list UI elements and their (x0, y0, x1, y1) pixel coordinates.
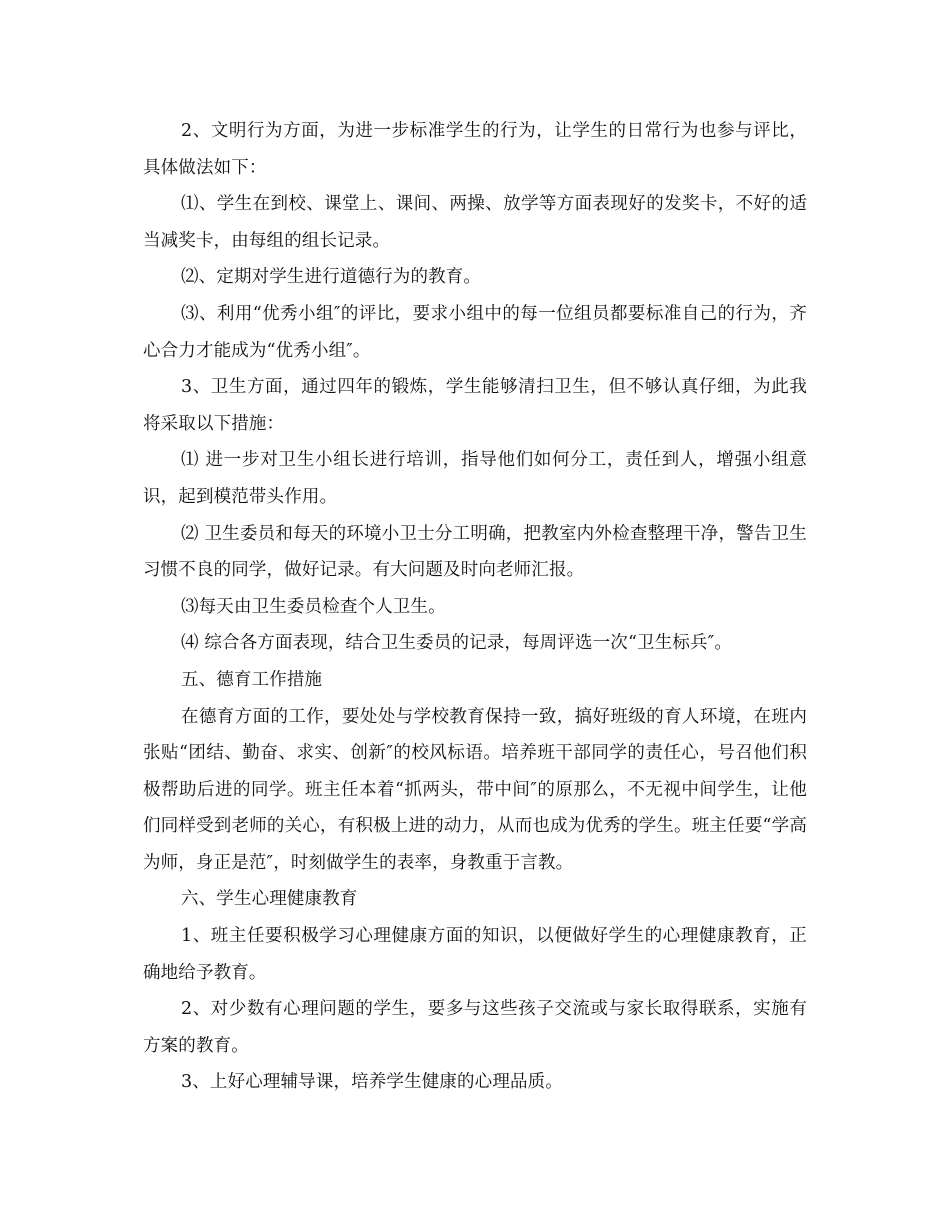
paragraph-hygiene-item-4: ⑷ 综合各方面表现，结合卫生委员的记录，每周评选一次“卫生标兵″。 (181, 633, 732, 654)
paragraph-mental-health-item-2: 2、对少数有心理问题的学生，要多与这些孩子交流或与家长取得联系，实施有方案的教育。 (143, 999, 807, 1056)
paragraph-civility-item-1: ⑴、学生在到校、课堂上、课间、两操、放学等方面表现好的发奖卡，不好的适当减奖卡，由每组的组长记录。 (143, 194, 807, 251)
document-body (143, 113, 807, 1101)
paragraph-hygiene-item-2: ⑵ 卫生委员和每天的环境小卫士分工明确，把教室内外检查整理干净，警告卫生习惯不良的同学，做好记录。有大问题及时向老师汇报。 (143, 523, 807, 581)
section-heading-moral-education: 五、德育工作措施 (181, 669, 323, 690)
paragraph-civility: 2、文明行为方面，为进一步标准学生的行为，让学生的日常行为也参与评比，具体做法如下： (143, 121, 807, 178)
paragraph-civility-item-2: ⑵、定期对学生进行道德行为的教育。 (181, 267, 482, 288)
paragraph-mental-health-item-1: 1、班主任要积极学习心理健康方面的知识，以便做好学生的心理健康教育，正确地给予教育。 (143, 926, 807, 983)
paragraph-hygiene-item-1: ⑴ 进一步对卫生小组长进行培训，指导他们如何分工，责任到人，增强小组意识，起到模范带头作用。 (143, 450, 807, 507)
paragraph-moral-education: 在德育方面的工作，要处处与学校教育保持一致，搞好班级的育人环境，在班内张贴“团结、勤奋、求实、创新″的校风标语。培养班干部同学的责任心，号召他们积极帮助后进的同学。班主任本着“抓两头，带中间″的原那么，不无视中间学生，让他们同样受到老师的关心，有积极上进的动力，从而也成为优秀的学生。班主任要“学高为师，身正是范″，时刻做学生的表率，身教重于言教。 (143, 706, 807, 873)
section-heading-mental-health: 六、学生心理健康教育 (181, 889, 358, 910)
paragraph-mental-health-item-3: 3、上好心理辅导课，培养学生健康的心理品质。 (181, 1072, 563, 1093)
paragraph-hygiene: 3、卫生方面，通过四年的锻炼，学生能够清扫卫生，但不够认真仔细，为此我将采取以下措施： (143, 377, 807, 434)
paragraph-civility-item-3: ⑶、利用“优秀小组″的评比，要求小组中的每一位组员都要标准自己的行为，齐心合力才能成为“优秀小组″。 (143, 303, 807, 361)
paragraph-hygiene-item-3: ⑶每天由卫生委员检查个人卫生。 (181, 596, 446, 617)
